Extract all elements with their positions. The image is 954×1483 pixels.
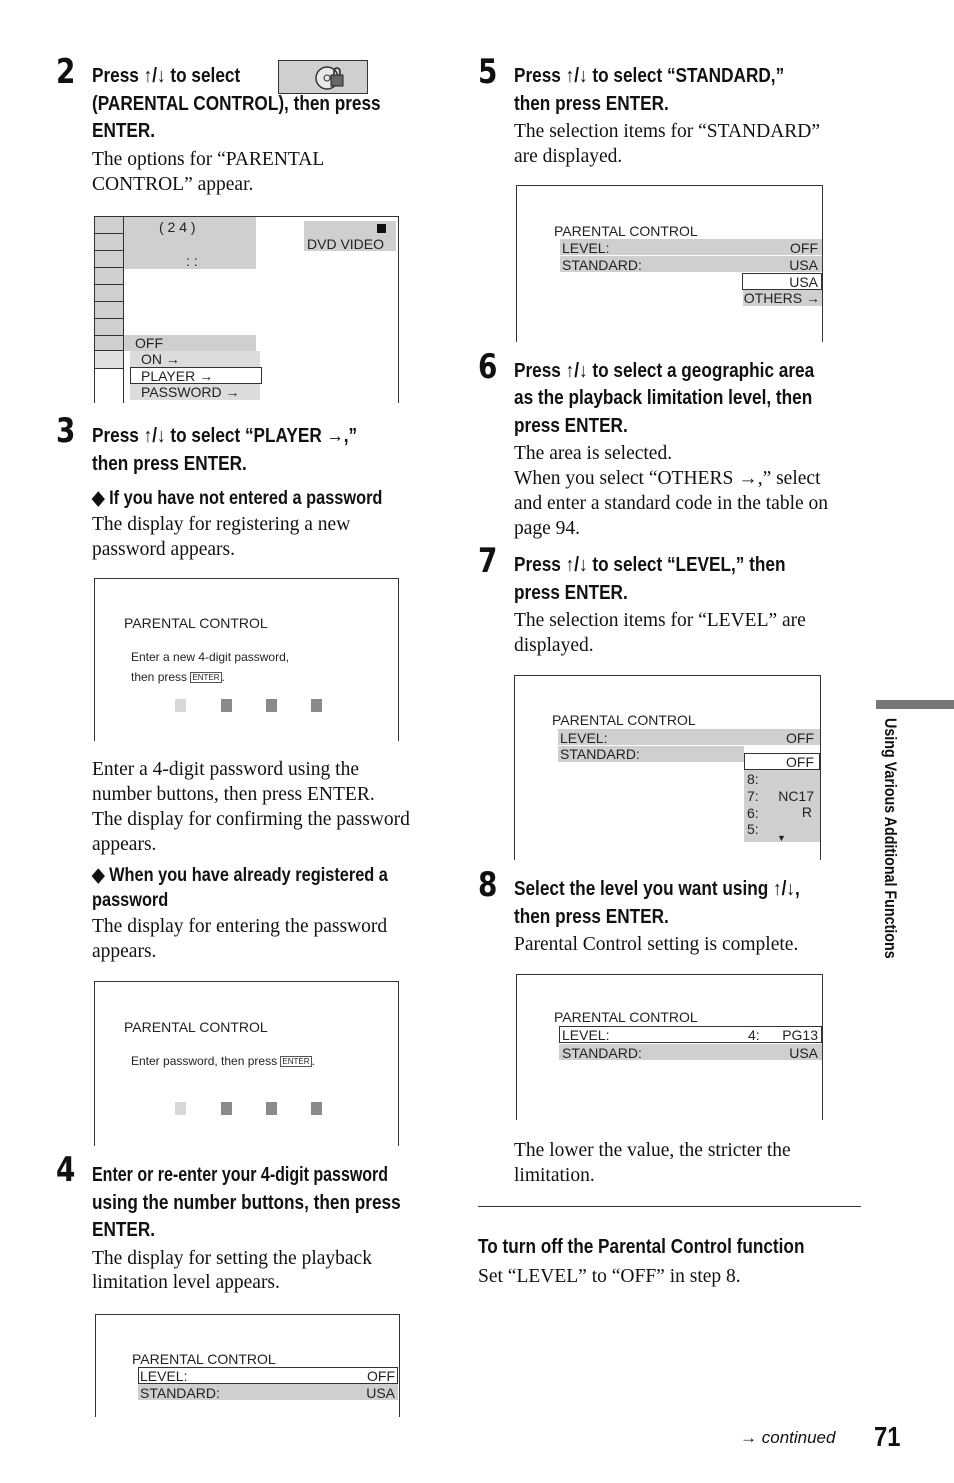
step-number: 5 xyxy=(478,52,498,92)
step-heading-line: then press ENTER. xyxy=(514,93,669,115)
screen-message: Enter a new 4-digit password, xyxy=(131,650,290,664)
chapter-text: ( 2 4 ) xyxy=(159,219,196,235)
step-body: page 94. xyxy=(514,518,581,539)
sub-heading: ◆ When you have already registered a xyxy=(92,865,388,886)
dvd-video-label: DVD VIDEO xyxy=(307,236,385,252)
sub-heading: password xyxy=(92,890,169,911)
arrow-right-icon: → xyxy=(740,1428,757,1447)
step-heading-line: then press ENTER. xyxy=(514,906,669,928)
password-digit xyxy=(175,1102,186,1115)
step-heading-line: (PARENTAL CONTROL), then press xyxy=(92,93,381,115)
password-digit xyxy=(266,699,277,712)
step-body: The display for confirming the password xyxy=(92,809,410,830)
level-7-rating: NC17 xyxy=(778,788,814,804)
standard-label: STANDARD: xyxy=(562,257,642,273)
standard-label: STANDARD: xyxy=(562,1045,642,1061)
step-body: appears. xyxy=(92,834,157,855)
option-usa-label: USA xyxy=(789,274,818,290)
enter-key-icon: ENTER xyxy=(282,1057,310,1066)
screen-title: PARENTAL CONTROL xyxy=(132,1351,276,1367)
level-5[interactable]: 5: xyxy=(747,821,759,837)
screen-title: PARENTAL CONTROL xyxy=(124,615,268,631)
side-tab-label: Using Various Additional Functions xyxy=(881,718,900,959)
level-label: LEVEL: xyxy=(560,730,608,746)
control-bar-screen xyxy=(94,216,399,403)
step-body: Parental Control setting is complete. xyxy=(514,934,799,955)
step-body: The selection items for “LEVEL” are xyxy=(514,610,806,631)
page-number: 71 xyxy=(874,1421,901,1452)
step-body: displayed. xyxy=(514,635,594,656)
standard-label: STANDARD: xyxy=(140,1385,220,1401)
icon-column xyxy=(95,217,124,403)
password-digit xyxy=(311,1102,322,1115)
option-off-label: OFF xyxy=(786,754,814,770)
step-number: 3 xyxy=(56,411,76,451)
level-value: PG13 xyxy=(782,1027,818,1043)
step-heading-line: Select the level you want using ↑/↓, xyxy=(514,878,800,900)
section-heading: To turn off the Parental Control function xyxy=(478,1236,805,1258)
option-player-label: PLAYER → xyxy=(141,368,214,384)
step-body: When you select “OTHERS →,” select xyxy=(514,468,821,489)
continued-note: → continued xyxy=(740,1428,836,1447)
step-heading-line: press ENTER. xyxy=(514,582,628,604)
step-heading-line: Press ↑/↓ to select “STANDARD,” xyxy=(514,65,785,87)
step-body: The display for registering a new xyxy=(92,514,351,535)
password-digit xyxy=(221,699,232,712)
password-digit xyxy=(266,1102,277,1115)
step-body: limitation. xyxy=(514,1165,595,1186)
sub-heading: ◆ If you have not entered a password xyxy=(92,488,383,509)
step-body: limitation level appears. xyxy=(92,1272,280,1293)
level-6-rating: R xyxy=(801,804,812,820)
section-divider xyxy=(478,1206,861,1207)
step-body: The display for entering the password xyxy=(92,916,388,937)
level-8[interactable]: 8: xyxy=(747,771,759,787)
standard-value: USA xyxy=(366,1385,395,1401)
screen-title: PARENTAL CONTROL xyxy=(554,223,698,239)
step-body: The lower the value, the stricter the xyxy=(514,1140,791,1161)
side-tab-bar xyxy=(876,700,954,709)
level-value: OFF xyxy=(786,730,814,746)
option-password-label: PASSWORD → xyxy=(141,384,240,400)
section-body: Set “LEVEL” to “OFF” in step 8. xyxy=(478,1266,741,1287)
step-number: 6 xyxy=(478,347,498,387)
parental-control-icon xyxy=(278,60,368,94)
level-6[interactable]: 6: xyxy=(747,805,759,821)
option-off-label: OFF xyxy=(135,335,163,351)
screen-title: PARENTAL CONTROL xyxy=(124,1019,268,1035)
step-number: 4 xyxy=(56,1150,76,1190)
step-body: Enter a 4-digit password using the xyxy=(92,759,359,780)
level-label: LEVEL: xyxy=(562,240,610,256)
step-heading-line: Press ↑/↓ to select a geographic area xyxy=(514,360,815,382)
standard-value: USA xyxy=(789,1045,818,1061)
level-label: LEVEL: xyxy=(562,1027,610,1043)
password-digit xyxy=(221,1102,232,1115)
standard-selection-screen xyxy=(516,185,823,342)
step-heading-line: then press ENTER. xyxy=(92,453,247,475)
step-number: 7 xyxy=(478,541,498,581)
step-body: appears. xyxy=(92,941,157,962)
enter-password-screen xyxy=(94,981,399,1146)
standard-value: USA xyxy=(789,257,818,273)
standard-label: STANDARD: xyxy=(560,746,640,762)
step-body: The options for “PARENTAL xyxy=(92,149,325,170)
step-body: The display for setting the playback xyxy=(92,1248,372,1269)
level-value: OFF xyxy=(790,240,818,256)
step-number: 2 xyxy=(56,52,76,92)
step-heading-line: Press ↑/↓ to select “LEVEL,” then xyxy=(514,554,786,576)
level-number: 4: xyxy=(748,1027,760,1043)
screen-message: Enter password, then press ENTER . xyxy=(131,1054,315,1068)
step-body: The selection items for “STANDARD” xyxy=(514,121,821,142)
option-on-label: ON → xyxy=(141,351,180,367)
stop-icon xyxy=(377,224,386,233)
step-heading: Press ↑/↓ to select xyxy=(92,65,241,87)
password-digit xyxy=(311,699,322,712)
step-body: and enter a standard code in the table on xyxy=(514,493,829,514)
option-others-label: OTHERS → xyxy=(743,290,820,306)
scroll-down-icon[interactable]: ▼ xyxy=(777,833,786,843)
level-7[interactable]: 7: xyxy=(747,788,759,804)
step-heading-line: as the playback limitation level, then xyxy=(514,387,813,409)
new-password-screen xyxy=(94,578,399,741)
enter-key-icon: ENTER xyxy=(192,673,220,682)
setting-complete-screen xyxy=(516,974,823,1120)
level-value: OFF xyxy=(367,1368,395,1384)
password-digit xyxy=(175,699,186,712)
level-selection-screen xyxy=(514,675,821,860)
screen-message: then press ENTER . xyxy=(131,670,225,684)
step-heading-line: using the number buttons, then press xyxy=(92,1192,401,1214)
step-body: are displayed. xyxy=(514,146,623,167)
step-body: The area is selected. xyxy=(514,443,673,464)
step-heading-line: ENTER. xyxy=(92,120,156,142)
step-body: password appears. xyxy=(92,539,235,560)
time-text: : : xyxy=(186,253,198,269)
step-body: number buttons, then press ENTER. xyxy=(92,784,375,805)
step-heading-line: press ENTER. xyxy=(514,415,628,437)
step-body: CONTROL” appear. xyxy=(92,174,254,195)
step-number: 8 xyxy=(478,865,498,905)
step-heading-line: Press ↑/↓ to select “PLAYER →,” xyxy=(92,425,358,447)
step-heading-line: ENTER. xyxy=(92,1219,156,1241)
screen-title: PARENTAL CONTROL xyxy=(552,712,696,728)
screen-title: PARENTAL CONTROL xyxy=(554,1009,698,1025)
step-heading-line: Enter or re-enter your 4-digit password xyxy=(92,1164,389,1186)
level-label: LEVEL: xyxy=(140,1368,188,1384)
level-setting-screen xyxy=(95,1314,400,1417)
